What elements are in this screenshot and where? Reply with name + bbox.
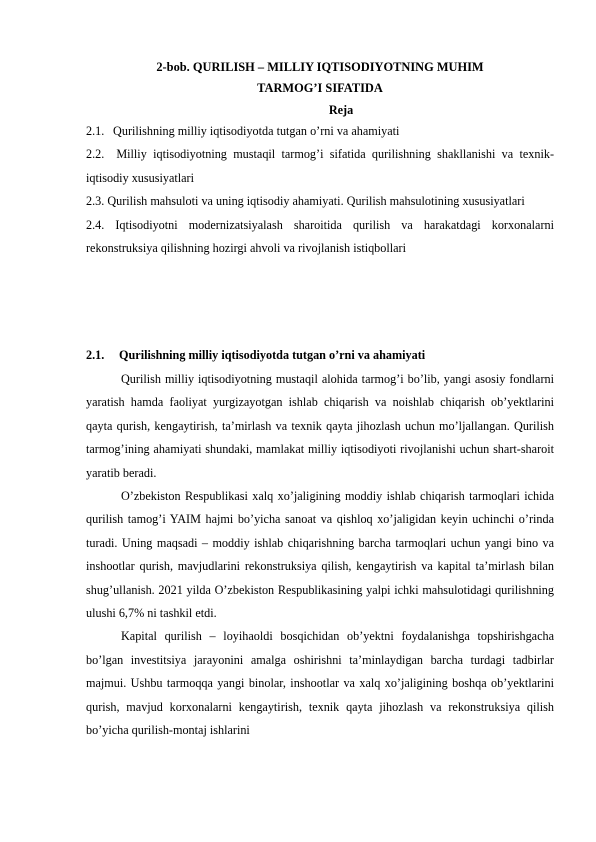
plan-item-text: Qurilish mahsuloti va uning iqtisodiy ahamiyati. Qurilish mahsulotining xususiyatlari: [107, 194, 525, 209]
section-heading: [86, 345, 554, 365]
plan-list: [86, 120, 554, 260]
plan-item: [86, 143, 554, 190]
section-heading-text: Qurilishning milliy iqtisodiyotda tutgan o’rni va ahamiyati: [119, 348, 426, 362]
plan-item-text: Iqtisodiyotni modernizatsiyalash sharoitida qurilish va harakatdagi korxonalarni rekonstruksiya qilishning hozirgi ahvoli va rivojlanish istiqbollari: [86, 217, 555, 256]
plan-item-text: Milliy iqtisodiyotning mustaqil tarmog’i sifatida qurilishning shakllanishi va texnik-iqtisodiy xususiyatlari: [86, 147, 554, 185]
plan-item: [86, 214, 554, 261]
chapter-title-line-2: TARMOG’I SIFATIDA: [257, 81, 383, 95]
chapter-title-line-1: 2-bob. QURILISH – MILLIY IQTISODIYOTNING MUHIM: [156, 60, 484, 74]
plan-item: [86, 190, 554, 213]
paragraph: O’zbekiston Respublikasi xalq xo’jaligining moddiy ishlab chiqarish tarmoqlari ichida qurilish tamog’i YAIM hajmi bo’yicha sanoat va qishloq xo’jaligidan keyin uchinchi o’rinda turadi. Uning maqsadi – moddiy ishlab chiqarishning barcha tarmoqlari uchun yangi bino va inshootlar qurish, mavjudlarini rekonstruksiya qilish, kengaytirish va kapital ta’mirlash bilan shug’ullanish. 2021 yilda O’zbekiston Respublikasining yalpi ichki mahsulotidagi qurilishning ulushi 6,7% ni tashkil etdi.: [86, 489, 554, 621]
plan-item-number: 2.4.: [86, 217, 105, 232]
plan-heading: Reja: [328, 103, 354, 117]
section-number: 2.1.: [86, 348, 105, 362]
plan-item: [86, 120, 554, 143]
paragraph: Kapital qurilish – loyihaoldi bosqichidan ob’yektni foydalanishga topshirishgacha bo’lgan investitsiya jarayonini amalga oshirishni ta’minlaydigan barcha turdagi tadbirlar majmui. Ushbu tarmoqqa yangi binolar, inshootlar va xalq xo’jaligining boshqa ob’yektlarini qurish, mavjud korxonalarni kengaytirish, texnik qayta jihozlash va rekonstruksiya qilish bo’yicha qurilish-montaj ishlarini: [86, 629, 554, 738]
plan-item-number: 2.2.: [86, 147, 105, 162]
section-body: [86, 368, 554, 743]
plan-item-number: 2.1.: [86, 124, 105, 138]
paragraph: Qurilish milliy iqtisodiyotning mustaqil alohida tarmog’i bo’lib, yangi asosiy fondlarni yaratish hamda faoliyat yurgizayotgan ishlab chiqarish va noishlab chiqarish ob’yektlarini qayta qurish, kengaytirish, ta’mirlash va texnik qayta jihozlash uchun mo’ljallangan. Qurilish tarmog’ining ahamiyati shundaki, mamlakat milliy iqtisodiyoti rivojlanishi uchun shart-sharoit yaratib beradi.: [86, 372, 554, 480]
plan-item-text: Qurilishning milliy iqtisodiyotda tutgan o’rni va ahamiyati: [113, 124, 400, 138]
plan-item-number: 2.3.: [86, 194, 105, 209]
